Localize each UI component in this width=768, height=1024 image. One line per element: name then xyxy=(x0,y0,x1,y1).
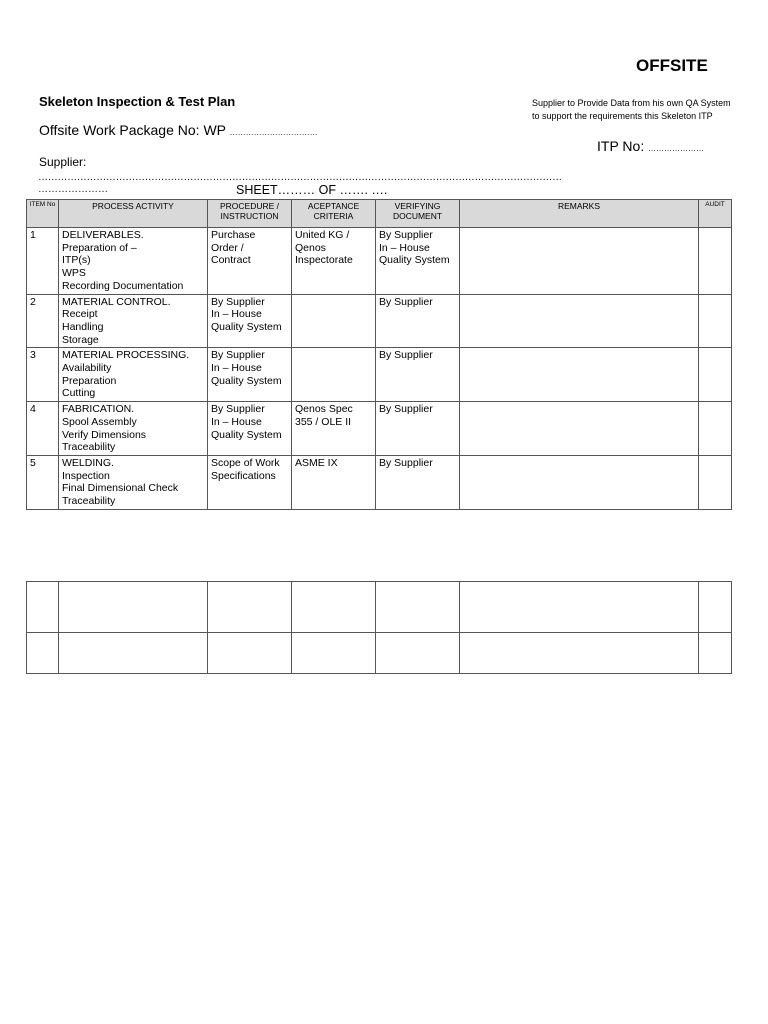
cell-item[interactable]: 2 xyxy=(27,294,59,348)
cell-procedure[interactable] xyxy=(208,348,292,402)
cell-process[interactable] xyxy=(59,455,208,509)
cell-remarks[interactable] xyxy=(460,455,699,509)
blank-cell[interactable] xyxy=(27,582,59,633)
cell-remarks[interactable] xyxy=(460,402,699,456)
header-process: PROCESS ACTIVITY xyxy=(59,200,208,228)
cell-line: Traceability xyxy=(62,495,116,508)
blank-cell[interactable] xyxy=(460,582,699,633)
cell-line: By Supplier xyxy=(379,349,433,362)
blank-cell[interactable] xyxy=(376,582,460,633)
cell-line: Preparation of – xyxy=(62,241,137,254)
cell-line: By Supplier xyxy=(379,295,433,308)
cell-acceptance[interactable] xyxy=(292,228,376,295)
blank-cell[interactable] xyxy=(376,633,460,674)
cell-audit[interactable] xyxy=(699,402,732,456)
cell-line: Qenos xyxy=(295,241,326,254)
cell-line: 355 / OLE II xyxy=(295,415,352,428)
cell-line: By Supplier xyxy=(211,349,265,362)
cell-line: Quality System xyxy=(211,320,282,333)
sheet-number: SHEET……… OF ……. …. xyxy=(236,183,388,197)
itp-number-line xyxy=(597,138,704,154)
cell-line: By Supplier xyxy=(379,403,433,416)
cell-line: By Supplier xyxy=(211,295,265,308)
blank-cell[interactable] xyxy=(292,582,376,633)
cell-line: In – House xyxy=(211,362,262,375)
cell-line: MATERIAL PROCESSING. xyxy=(62,349,190,362)
cell-acceptance[interactable] xyxy=(292,348,376,402)
cell-line: FABRICATION. xyxy=(62,403,135,416)
cell-line: Receipt xyxy=(62,308,98,321)
cell-line: Quality System xyxy=(211,428,282,441)
cell-line: Cutting xyxy=(62,387,96,400)
table-row xyxy=(27,294,732,348)
work-package-line xyxy=(39,122,318,138)
table-row xyxy=(27,348,732,402)
blank-table xyxy=(26,581,732,674)
cell-verifying[interactable] xyxy=(376,228,460,295)
table-row xyxy=(27,402,732,456)
cell-verifying[interactable] xyxy=(376,294,460,348)
cell-audit[interactable] xyxy=(699,348,732,402)
blank-cell[interactable] xyxy=(292,633,376,674)
cell-procedure[interactable] xyxy=(208,455,292,509)
supplier-note: Supplier to Provide Data from his own QA System to support the requirements this Skeleton ITP xyxy=(532,98,731,121)
blank-cell[interactable] xyxy=(59,633,208,674)
cell-item[interactable]: 5 xyxy=(27,455,59,509)
cell-line: Verify Dimensions xyxy=(62,428,147,441)
document-title: Skeleton Inspection & Test Plan xyxy=(39,94,236,109)
cell-line: Recording Documentation xyxy=(62,279,184,292)
cell-line: Quality System xyxy=(379,254,450,267)
itp-number-label: ITP No: xyxy=(597,138,645,154)
header-acceptance: ACEPTANCE CRITERIA xyxy=(292,200,376,228)
cell-line: WPS xyxy=(62,267,86,280)
blank-row xyxy=(27,633,732,674)
itp-number-dots: ………………… xyxy=(648,144,705,153)
cell-line: Final Dimensional Check xyxy=(62,482,179,495)
blank-cell[interactable] xyxy=(208,633,292,674)
cell-verifying[interactable] xyxy=(376,348,460,402)
cell-line: Order / xyxy=(211,241,244,254)
cell-line: By Supplier xyxy=(379,229,433,241)
table-row xyxy=(27,455,732,509)
cell-item[interactable]: 3 xyxy=(27,348,59,402)
cell-remarks[interactable] xyxy=(460,294,699,348)
cell-line: WELDING. xyxy=(62,456,114,469)
cell-line: Inspectorate xyxy=(295,254,353,267)
cell-acceptance[interactable] xyxy=(292,402,376,456)
cell-line: MATERIAL CONTROL. xyxy=(62,295,171,308)
cell-line: Contract xyxy=(211,254,251,267)
blank-cell[interactable] xyxy=(59,582,208,633)
cell-verifying[interactable] xyxy=(376,455,460,509)
cell-line: Spool Assembly xyxy=(62,415,137,428)
cell-line: By Supplier xyxy=(211,403,265,416)
cell-line: Quality System xyxy=(211,374,282,387)
cell-line: By Supplier xyxy=(379,456,433,469)
cell-line: In – House xyxy=(379,241,430,254)
header-remarks: REMARKS xyxy=(460,200,699,228)
cell-remarks[interactable] xyxy=(460,348,699,402)
cell-verifying[interactable] xyxy=(376,402,460,456)
cell-item[interactable]: 1 xyxy=(27,228,59,295)
cell-line: ASME IX xyxy=(295,456,338,469)
cell-line: Preparation xyxy=(62,374,117,387)
cell-process[interactable] xyxy=(59,294,208,348)
blank-row xyxy=(27,582,732,633)
cell-line: Qenos Spec xyxy=(295,403,353,416)
cell-procedure[interactable] xyxy=(208,228,292,295)
table-header-row xyxy=(27,200,732,228)
blank-cell[interactable] xyxy=(699,582,732,633)
cell-line: Specifications xyxy=(211,469,276,482)
cell-remarks[interactable] xyxy=(460,228,699,295)
itp-table xyxy=(26,199,732,510)
cell-audit[interactable] xyxy=(699,228,732,295)
cell-line: ITP(s) xyxy=(62,254,91,267)
blank-cell[interactable] xyxy=(699,633,732,674)
cell-process[interactable] xyxy=(59,228,208,295)
supplier-label: Supplier: xyxy=(39,155,87,169)
cell-procedure[interactable] xyxy=(208,402,292,456)
blank-cell[interactable] xyxy=(27,633,59,674)
cell-line: Scope of Work xyxy=(211,456,280,469)
blank-cell[interactable] xyxy=(460,633,699,674)
work-package-dots: …………………………… xyxy=(229,128,318,137)
header-procedure: PROCEDURE / INSTRUCTION xyxy=(208,200,292,228)
cell-audit[interactable] xyxy=(699,455,732,509)
cell-line: Inspection xyxy=(62,469,110,482)
cell-line: In – House xyxy=(211,308,262,321)
cell-line: United KG / xyxy=(295,229,350,241)
cell-acceptance[interactable] xyxy=(292,294,376,348)
header-item: ITEM No xyxy=(27,200,59,228)
cell-line: Handling xyxy=(62,320,104,333)
header-verifying: VERIFYING DOCUMENT xyxy=(376,200,460,228)
blank-cell[interactable] xyxy=(208,582,292,633)
cell-line: Purchase xyxy=(211,229,256,241)
work-package-label: Offsite Work Package No: WP xyxy=(39,122,226,138)
cell-line: Availability xyxy=(62,362,112,375)
header-audit: AUDIT xyxy=(699,200,732,228)
cell-item[interactable]: 4 xyxy=(27,402,59,456)
table-row xyxy=(27,228,732,295)
cell-line: DELIVERABLES. xyxy=(62,229,144,241)
cell-process[interactable] xyxy=(59,348,208,402)
cell-audit[interactable] xyxy=(699,294,732,348)
cell-acceptance[interactable] xyxy=(292,455,376,509)
cell-procedure[interactable] xyxy=(208,294,292,348)
offsite-heading: OFFSITE xyxy=(636,56,708,75)
supplier-dots-line-2: ………………… xyxy=(38,184,108,195)
cell-line: Storage xyxy=(62,333,99,346)
supplier-dots-line: ……………………………………………………………………………………………………………………………………………… xyxy=(38,172,562,183)
cell-process[interactable] xyxy=(59,402,208,456)
cell-line: In – House xyxy=(211,415,262,428)
cell-line: Traceability xyxy=(62,441,116,454)
